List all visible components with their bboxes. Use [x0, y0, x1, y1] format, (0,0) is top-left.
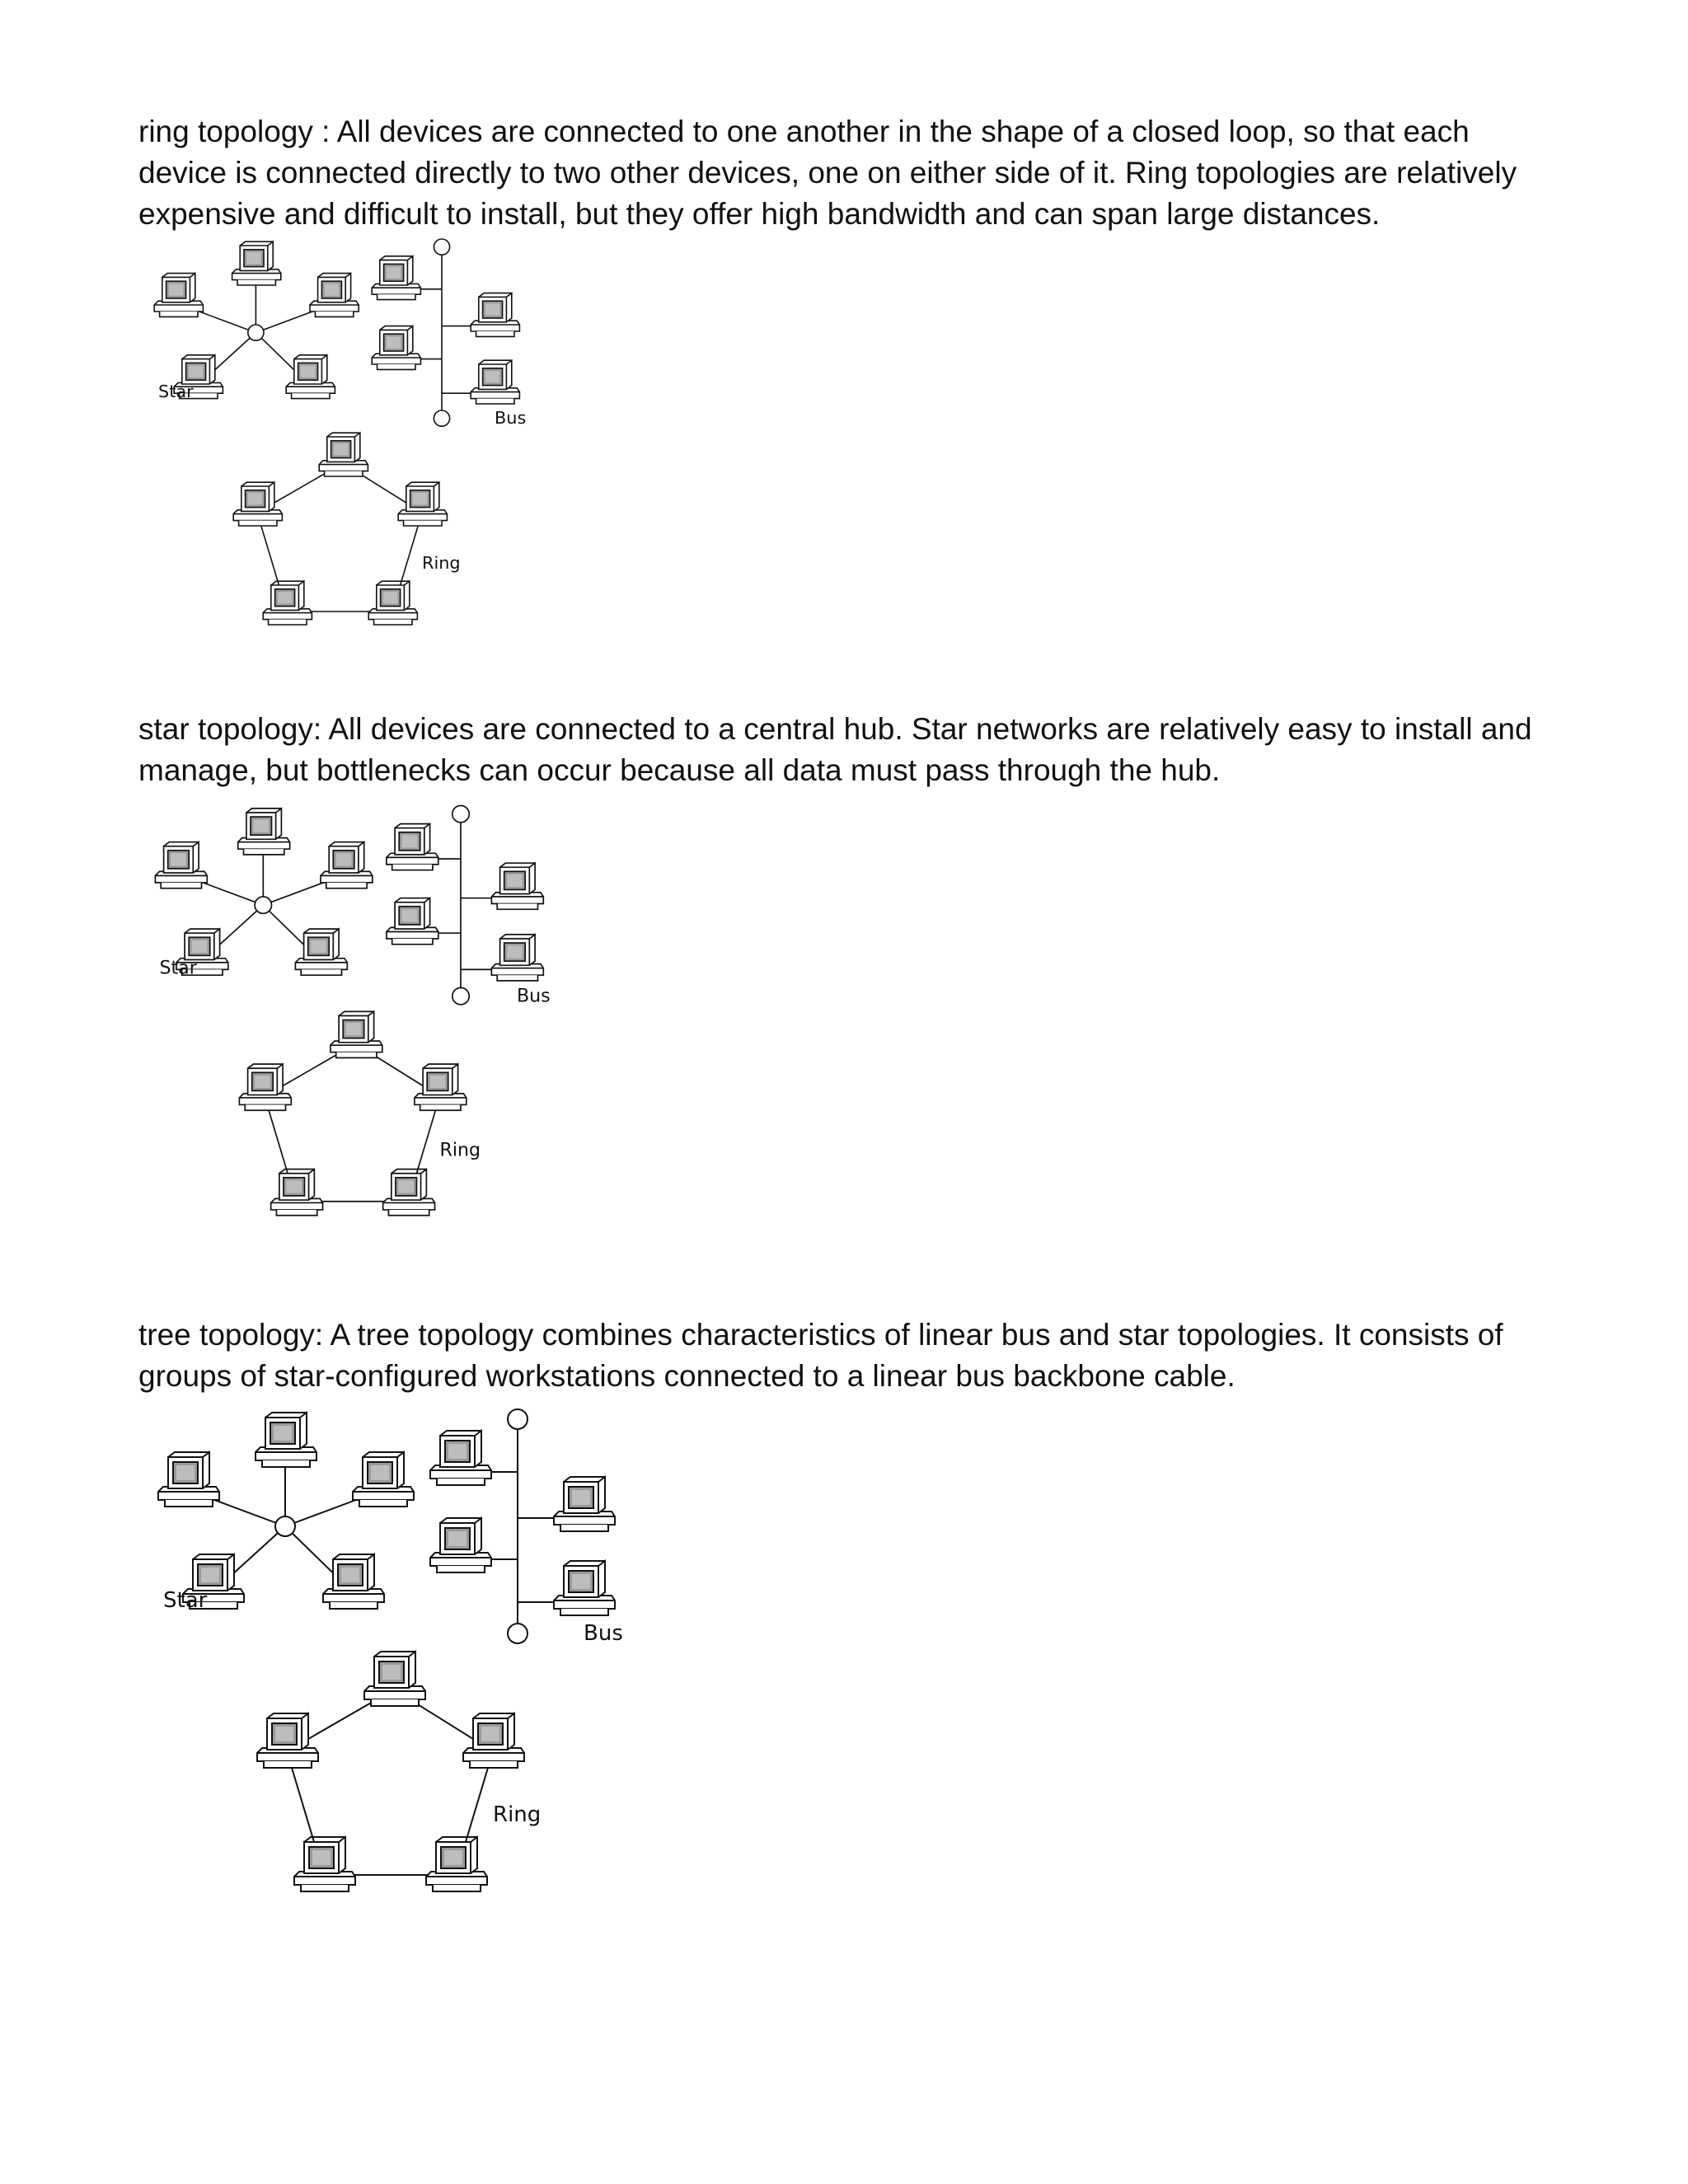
- desktop-computer-icon: [353, 1452, 414, 1507]
- desktop-computer-icon: [310, 274, 359, 317]
- desktop-computer-icon: [239, 1064, 291, 1110]
- hub-circle: [275, 1516, 295, 1536]
- desktop-computer-icon: [158, 1452, 219, 1507]
- desktop-computer-icon: [471, 360, 519, 404]
- desktop-computer-icon: [471, 293, 519, 337]
- desktop-computer-icon: [415, 1064, 467, 1110]
- desktop-computer-icon: [364, 1652, 425, 1706]
- bus-terminator-circle: [452, 988, 469, 1005]
- desktop-computer-icon: [387, 824, 438, 870]
- desktop-computer-icon: [271, 1169, 323, 1216]
- desktop-computer-icon: [331, 1011, 382, 1057]
- ring-label: Ring: [493, 1802, 542, 1827]
- bus-terminator-circle: [452, 806, 469, 823]
- section-1-text: ring topology : All devices are connected to one another in the shape of a closed loop, so that each device is connected directly to two other devices, one on either side of it. Ring topologies are relatively expensive and difficult to install, but they offer high bandwidth and can span large distances.: [138, 115, 1517, 231]
- desktop-computer-icon: [295, 929, 347, 975]
- desktop-computer-icon: [257, 1713, 318, 1768]
- desktop-computer-icon: [426, 1837, 487, 1891]
- star-label: Star: [163, 1588, 208, 1613]
- diagram-content: [155, 806, 543, 1216]
- desktop-computer-icon: [398, 482, 447, 526]
- topology-diagram-3: [138, 1409, 798, 1986]
- hub-circle: [255, 897, 271, 913]
- desktop-computer-icon: [491, 863, 543, 909]
- desktop-computer-icon: [256, 1413, 316, 1467]
- ring-label: Ring: [439, 1139, 481, 1161]
- desktop-computer-icon: [323, 1554, 384, 1609]
- desktop-computer-icon: [321, 842, 373, 888]
- diagram-content: [154, 239, 519, 625]
- bus-terminator-circle: [434, 410, 449, 426]
- section-2-text: star topology: All devices are connected to a central hub. Star networks are relatively easy to install and manage, but bottlenecks can occur because all data must pass through the hub.: [138, 712, 1532, 787]
- topology-diagram-2: [138, 804, 699, 1298]
- desktop-computer-icon: [155, 842, 207, 888]
- desktop-computer-icon: [372, 326, 420, 370]
- desktop-computer-icon: [387, 898, 438, 944]
- desktop-computer-icon: [154, 274, 203, 317]
- ring-label: Ring: [422, 553, 461, 573]
- desktop-computer-icon: [233, 482, 282, 526]
- bus-terminator-circle: [508, 1624, 528, 1643]
- desktop-computer-icon: [554, 1561, 615, 1615]
- desktop-computer-icon: [372, 256, 420, 300]
- desktop-computer-icon: [286, 355, 335, 399]
- desktop-computer-icon: [238, 808, 290, 855]
- hub-circle: [248, 325, 264, 340]
- bus-terminator-circle: [508, 1409, 528, 1429]
- desktop-computer-icon: [368, 581, 417, 625]
- desktop-computer-icon: [491, 935, 543, 981]
- section-3-text: tree topology: A tree topology combines characteristics of linear bus and star topologies. It consists of groups of star-configured workstations connected to a linear bus backbone cable.: [138, 1318, 1503, 1393]
- desktop-computer-icon: [263, 581, 312, 625]
- star-label: Star: [158, 382, 194, 401]
- desktop-computer-icon: [430, 1431, 491, 1485]
- bus-terminator-circle: [434, 239, 449, 255]
- desktop-computer-icon: [383, 1169, 435, 1216]
- desktop-computer-icon: [430, 1518, 491, 1572]
- desktop-computer-icon: [463, 1713, 524, 1768]
- desktop-computer-icon: [554, 1477, 615, 1531]
- bus-label: Bus: [584, 1621, 623, 1646]
- desktop-computer-icon: [294, 1837, 355, 1891]
- bus-label: Bus: [516, 985, 551, 1007]
- diagram-content: [158, 1409, 615, 1891]
- desktop-computer-icon: [232, 241, 281, 285]
- star-label: Star: [159, 957, 197, 979]
- bus-label: Bus: [495, 408, 527, 428]
- topology-diagram-1: [138, 239, 666, 701]
- desktop-computer-icon: [319, 433, 368, 476]
